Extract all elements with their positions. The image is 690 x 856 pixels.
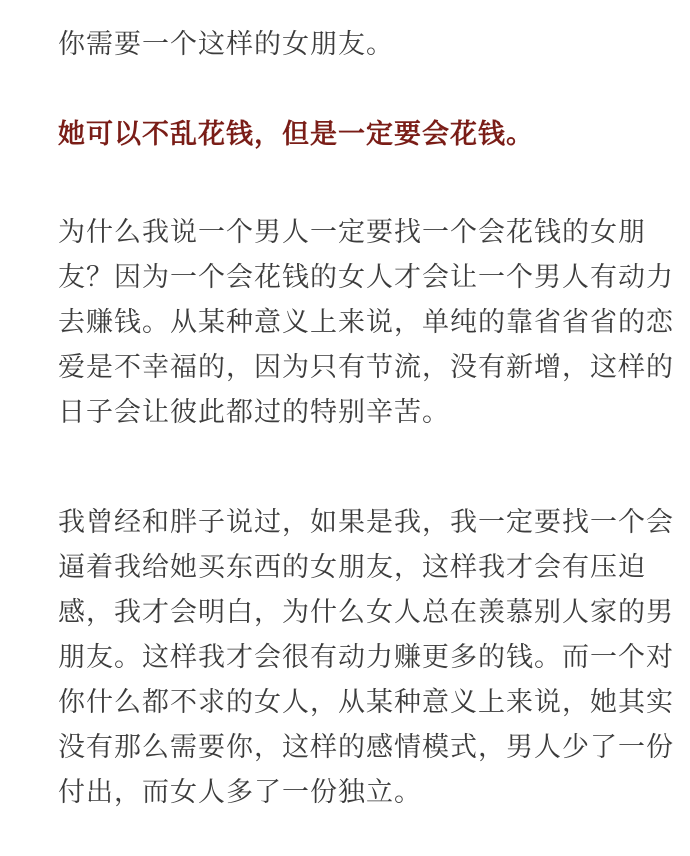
paragraph-line: 爱是不幸福的，因为只有节流，没有新增，这样的: [58, 352, 674, 383]
paragraph-line: 你需要一个这样的女朋友。: [58, 29, 394, 60]
paragraph-line: 你什么都不求的女人，从某种意义上来说，她其实: [58, 687, 674, 718]
paragraph-line: 没有那么需要你，这样的感情模式，男人少了一份: [58, 732, 674, 763]
paragraph-line: 付出，而女人多了一份独立。: [58, 777, 422, 808]
paragraph-reason: [58, 210, 674, 435]
paragraph-line: 朋友。这样我才会很有动力赚更多的钱。而一个对: [58, 642, 674, 673]
paragraph-line: 日子会让彼此都过的特别辛苦。: [58, 397, 450, 428]
paragraph-line: 友？因为一个会花钱的女人才会让一个男人有动力: [58, 262, 674, 293]
paragraph-line: 逼着我给她买东西的女朋友，这样我才会有压迫: [58, 552, 646, 583]
paragraph-story: [58, 500, 674, 815]
paragraph-line: 我曾经和胖子说过，如果是我，我一定要找一个会: [58, 507, 674, 538]
paragraph-line: 感，我才会明白，为什么女人总在羡慕别人家的男: [58, 597, 674, 628]
paragraph-highlight: [58, 112, 534, 157]
paragraph-line: 为什么我说一个男人一定要找一个会花钱的女朋: [58, 217, 646, 248]
paragraph-line: 她可以不乱花钱，但是一定要会花钱。: [58, 119, 534, 150]
paragraph-line: 去赚钱。从某种意义上来说，单纯的靠省省省的恋: [58, 307, 674, 338]
paragraph-intro: [58, 22, 394, 67]
